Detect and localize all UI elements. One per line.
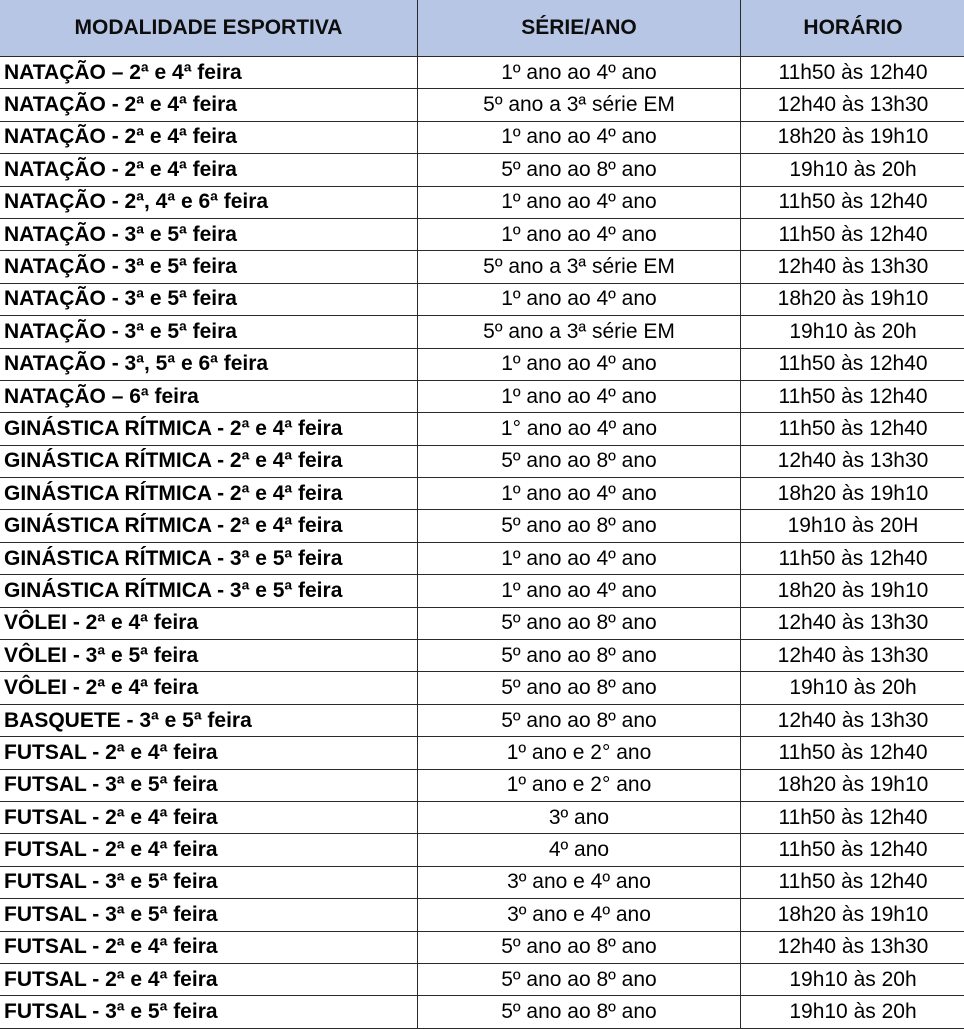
cell-horario: 11h50 às 12h40 [741,737,964,769]
cell-serie-ano: 3º ano [418,801,741,833]
cell-modalidade: NATAÇÃO - 3ª, 5ª e 6ª feira [0,348,418,380]
table-row [0,737,964,769]
cell-modalidade: GINÁSTICA RÍTMICA - 3ª e 5ª feira [0,542,418,574]
cell-serie-ano: 1º ano ao 4º ano [418,57,741,89]
cell-serie-ano: 1º ano ao 4º ano [418,218,741,250]
cell-horario: 19h10 às 20H [741,510,964,542]
cell-serie-ano: 5º ano ao 8º ano [418,963,741,995]
cell-horario: 12h40 às 13h30 [741,89,964,121]
table-row [0,542,964,574]
cell-serie-ano: 5º ano ao 8º ano [418,704,741,736]
cell-modalidade: NATAÇÃO - 3ª e 5ª feira [0,316,418,348]
cell-horario: 11h50 às 12h40 [741,57,964,89]
table-row [0,251,964,283]
cell-serie-ano: 1º ano ao 4º ano [418,478,741,510]
table-row [0,996,964,1028]
table-row [0,963,964,995]
table-row [0,575,964,607]
cell-modalidade: FUTSAL - 3ª e 5ª feira [0,866,418,898]
cell-serie-ano: 1° ano ao 4º ano [418,413,741,445]
table-row [0,57,964,89]
header-row [0,0,964,57]
cell-serie-ano: 1º ano e 2° ano [418,769,741,801]
table-row [0,316,964,348]
cell-modalidade: NATAÇÃO - 2ª e 4ª feira [0,154,418,186]
cell-horario: 11h50 às 12h40 [741,348,964,380]
table-row [0,866,964,898]
cell-serie-ano: 5º ano a 3ª série EM [418,251,741,283]
cell-horario: 19h10 às 20h [741,996,964,1028]
cell-serie-ano: 5º ano ao 8º ano [418,445,741,477]
cell-serie-ano: 1º ano ao 4º ano [418,348,741,380]
cell-horario: 19h10 às 20h [741,316,964,348]
cell-modalidade: FUTSAL - 3ª e 5ª feira [0,899,418,931]
cell-modalidade: NATAÇÃO – 2ª e 4ª feira [0,57,418,89]
table-row [0,154,964,186]
cell-horario: 18h20 às 19h10 [741,575,964,607]
cell-horario: 11h50 às 12h40 [741,866,964,898]
table-row [0,834,964,866]
cell-horario: 19h10 às 20h [741,672,964,704]
table-row [0,380,964,412]
cell-horario: 12h40 às 13h30 [741,640,964,672]
cell-serie-ano: 1º ano ao 4º ano [418,542,741,574]
cell-horario: 11h50 às 12h40 [741,542,964,574]
cell-horario: 18h20 às 19h10 [741,478,964,510]
cell-serie-ano: 5º ano ao 8º ano [418,672,741,704]
cell-horario: 11h50 às 12h40 [741,380,964,412]
table-row [0,445,964,477]
table-row [0,348,964,380]
cell-modalidade: NATAÇÃO - 3ª e 5ª feira [0,283,418,315]
cell-serie-ano: 1º ano ao 4º ano [418,186,741,218]
cell-horario: 12h40 às 13h30 [741,445,964,477]
cell-horario: 18h20 às 19h10 [741,121,964,153]
table-row [0,672,964,704]
table-row [0,186,964,218]
table-row [0,607,964,639]
cell-serie-ano: 1º ano ao 4º ano [418,380,741,412]
cell-horario: 19h10 às 20h [741,963,964,995]
table-body [0,57,964,1029]
cell-modalidade: FUTSAL - 3ª e 5ª feira [0,996,418,1028]
cell-modalidade: NATAÇÃO – 6ª feira [0,380,418,412]
cell-serie-ano: 1º ano ao 4º ano [418,121,741,153]
cell-modalidade: FUTSAL - 2ª e 4ª feira [0,931,418,963]
cell-serie-ano: 1º ano ao 4º ano [418,575,741,607]
cell-serie-ano: 5º ano ao 8º ano [418,154,741,186]
cell-modalidade: NATAÇÃO - 2ª, 4ª e 6ª feira [0,186,418,218]
cell-serie-ano: 3º ano e 4º ano [418,899,741,931]
cell-modalidade: VÔLEI - 3ª e 5ª feira [0,640,418,672]
table-row [0,89,964,121]
cell-serie-ano: 3º ano e 4º ano [418,866,741,898]
cell-horario: 11h50 às 12h40 [741,834,964,866]
cell-modalidade: FUTSAL - 2ª e 4ª feira [0,834,418,866]
cell-horario: 18h20 às 19h10 [741,899,964,931]
cell-modalidade: NATAÇÃO - 2ª e 4ª feira [0,121,418,153]
cell-serie-ano: 5º ano ao 8º ano [418,931,741,963]
header-horario: HORÁRIO [741,0,964,57]
cell-modalidade: FUTSAL - 2ª e 4ª feira [0,737,418,769]
cell-horario: 11h50 às 12h40 [741,801,964,833]
table-row [0,931,964,963]
cell-horario: 11h50 às 12h40 [741,218,964,250]
header-modalidade: MODALIDADE ESPORTIVA [0,0,418,57]
cell-modalidade: NATAÇÃO - 3ª e 5ª feira [0,251,418,283]
cell-modalidade: BASQUETE - 3ª e 5ª feira [0,704,418,736]
cell-horario: 11h50 às 12h40 [741,413,964,445]
cell-serie-ano: 5º ano ao 8º ano [418,640,741,672]
cell-serie-ano: 1º ano e 2° ano [418,737,741,769]
cell-serie-ano: 1º ano ao 4º ano [418,283,741,315]
cell-serie-ano: 5º ano a 3ª série EM [418,89,741,121]
cell-horario: 12h40 às 13h30 [741,931,964,963]
cell-serie-ano: 5º ano ao 8º ano [418,510,741,542]
cell-horario: 18h20 às 19h10 [741,283,964,315]
cell-modalidade: VÔLEI - 2ª e 4ª feira [0,607,418,639]
cell-modalidade: NATAÇÃO - 3ª e 5ª feira [0,218,418,250]
cell-serie-ano: 5º ano a 3ª série EM [418,316,741,348]
table-row [0,769,964,801]
cell-modalidade: GINÁSTICA RÍTMICA - 2ª e 4ª feira [0,478,418,510]
cell-horario: 11h50 às 12h40 [741,186,964,218]
table-row [0,510,964,542]
table-row [0,640,964,672]
header-serie-ano: SÉRIE/ANO [418,0,741,57]
table-row [0,801,964,833]
cell-modalidade: VÔLEI - 2ª e 4ª feira [0,672,418,704]
cell-horario: 12h40 às 13h30 [741,607,964,639]
cell-modalidade: GINÁSTICA RÍTMICA - 2ª e 4ª feira [0,413,418,445]
cell-modalidade: FUTSAL - 2ª e 4ª feira [0,963,418,995]
cell-horario: 12h40 às 13h30 [741,704,964,736]
table-row [0,121,964,153]
table-row [0,218,964,250]
table-row [0,899,964,931]
cell-serie-ano: 4º ano [418,834,741,866]
cell-horario: 12h40 às 13h30 [741,251,964,283]
cell-serie-ano: 5º ano ao 8º ano [418,996,741,1028]
table-row [0,413,964,445]
cell-modalidade: NATAÇÃO - 2ª e 4ª feira [0,89,418,121]
cell-horario: 18h20 às 19h10 [741,769,964,801]
table-row [0,283,964,315]
cell-serie-ano: 5º ano ao 8º ano [418,607,741,639]
cell-modalidade: GINÁSTICA RÍTMICA - 3ª e 5ª feira [0,575,418,607]
cell-modalidade: FUTSAL - 2ª e 4ª feira [0,801,418,833]
cell-modalidade: GINÁSTICA RÍTMICA - 2ª e 4ª feira [0,510,418,542]
cell-modalidade: FUTSAL - 3ª e 5ª feira [0,769,418,801]
table-row [0,704,964,736]
table-row [0,478,964,510]
cell-horario: 19h10 às 20h [741,154,964,186]
cell-modalidade: GINÁSTICA RÍTMICA - 2ª e 4ª feira [0,445,418,477]
